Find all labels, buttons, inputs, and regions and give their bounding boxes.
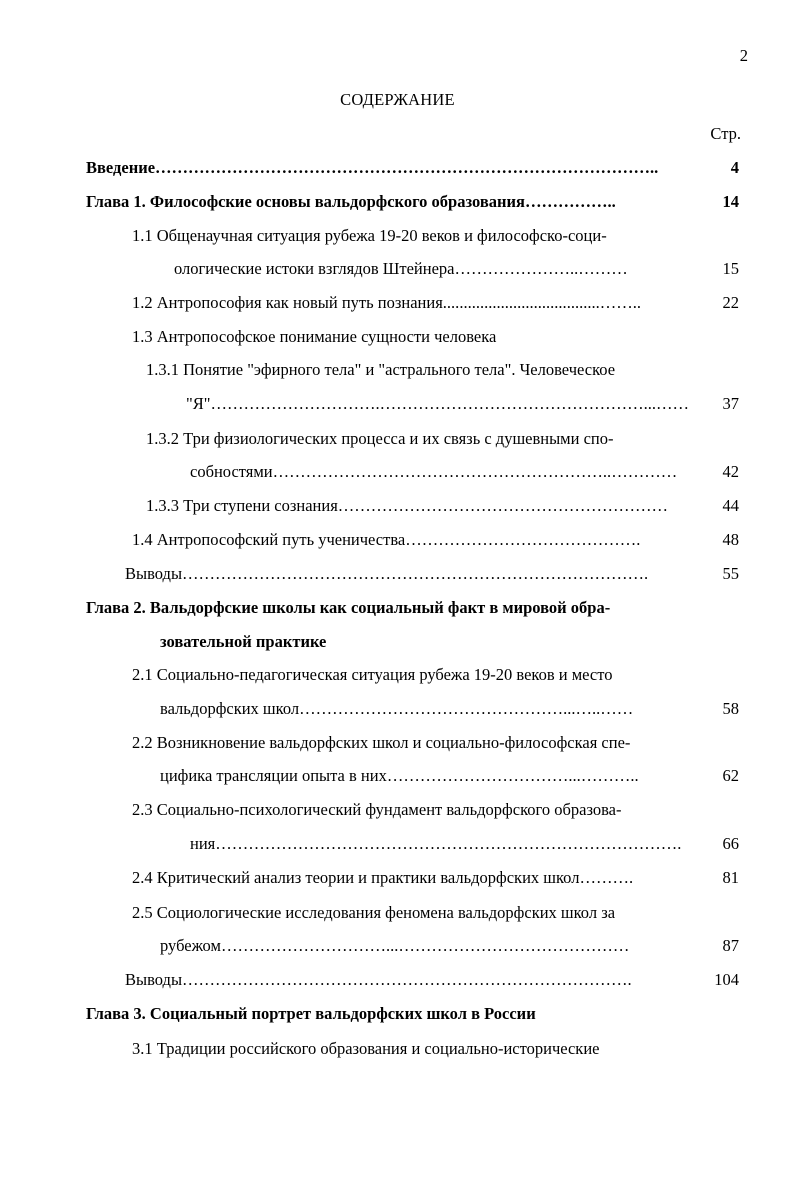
toc-entry	[132, 530, 696, 550]
toc-entry-title: 2.3 Социально-психологический фундамент вальдорфского образова-	[132, 800, 622, 819]
toc-page-number: 37	[722, 394, 739, 413]
page-column-header: Стр.	[710, 124, 741, 143]
toc-entry	[190, 834, 696, 854]
toc-entry-title: ния	[190, 834, 216, 853]
toc-entry	[86, 158, 696, 178]
toc-page-number: 55	[722, 564, 739, 583]
toc-entry-title: "Я"	[186, 394, 211, 413]
toc-entry	[160, 699, 696, 719]
toc-leader-dots: …………………………...……………………………………	[220, 936, 630, 955]
toc-entry	[132, 226, 607, 246]
toc-leader-dots: ………………………….…………………………………………...……	[210, 394, 689, 413]
toc-entry	[125, 970, 696, 990]
toc-entry-title: 1.3.3 Три ступени сознания	[146, 496, 338, 515]
toc-entry-title: зовательной практике	[160, 632, 327, 651]
toc-leader-dots: ……………………………………………………………………….	[182, 970, 632, 989]
toc-entry-title: 1.3 Антропософское понимание сущности человека	[132, 327, 497, 346]
toc-leader-dots: ……………..	[524, 192, 616, 211]
toc-entry	[86, 598, 610, 618]
toc-entry-title: Выводы	[125, 564, 183, 583]
toc-entry	[146, 360, 615, 380]
toc-entry-title: Глава 1. Философские основы вальдорфского образования	[86, 192, 525, 211]
toc-entry	[132, 665, 612, 685]
toc-page-number: 44	[722, 496, 739, 515]
toc-entry	[132, 1039, 599, 1059]
toc-entry	[132, 800, 622, 820]
toc-entry	[125, 564, 696, 584]
toc-leader-dots: ……………………………………………………..…………	[272, 462, 678, 481]
toc-leader-dots: ......................................……..	[442, 293, 641, 312]
page-number: 2	[739, 46, 748, 65]
toc-entry	[160, 766, 696, 786]
toc-leader-dots: …………………..………	[454, 259, 628, 278]
toc-page-number: 104	[714, 970, 739, 989]
toc-entry	[190, 462, 696, 482]
toc-entry	[146, 429, 613, 449]
toc-entry	[132, 327, 496, 347]
toc-leader-dots: ……………………………...………..	[386, 766, 639, 785]
toc-entry-title: 1.2 Антропософия как новый путь познания	[132, 293, 443, 312]
toc-entry	[160, 936, 696, 956]
toc-page-number: 66	[722, 834, 739, 853]
toc-leader-dots: ……………………………………………………	[337, 496, 668, 515]
toc-entry	[132, 293, 696, 313]
toc-entry	[132, 868, 696, 888]
toc-entry-title: 1.3.1 Понятие "эфирного тела" и "астрального тела". Человеческое	[146, 360, 616, 379]
toc-entry-title: рубежом	[160, 936, 221, 955]
toc-entry-title: 2.1 Социально-педагогическая ситуация рубежа 19-20 веков и место	[132, 665, 613, 684]
toc-page-number: 48	[722, 530, 739, 549]
toc-entry-title: цифика трансляции опыта в них	[160, 766, 387, 785]
toc-entry	[132, 903, 615, 923]
toc-entry-title: 3.1 Традиции российского образования и социально-исторические	[132, 1039, 600, 1058]
toc-entry-title: 1.4 Антропософский путь ученичества	[132, 530, 406, 549]
toc-entry	[86, 192, 696, 212]
toc-entry-title: ологические истоки взглядов Штейнера	[174, 259, 455, 278]
toc-page-number: 87	[722, 936, 739, 955]
toc-page-number: 81	[722, 868, 739, 887]
toc-entry-title: 1.1 Общенаучная ситуация рубежа 19-20 веков и философско-соци-	[132, 226, 607, 245]
toc-entry-title: Глава 2. Вальдорфские школы как социальный факт в мировой обра-	[86, 598, 611, 617]
toc-entry-title: вальдорфских школ	[160, 699, 300, 718]
toc-entry	[160, 632, 326, 652]
toc-leader-dots: ………………………………………………………………………….	[182, 564, 649, 583]
toc-entry-title: 1.3.2 Три физиологических процесса и их связь с душевными спо-	[146, 429, 614, 448]
toc-leader-dots: ………………………………………………………………………….	[215, 834, 682, 853]
toc-leader-dots: …………………………………….	[405, 530, 641, 549]
toc-entry	[174, 259, 696, 279]
page-title: СОДЕРЖАНИЕ	[340, 90, 455, 109]
toc-entry	[146, 496, 696, 516]
toc-page-number: 4	[730, 158, 739, 177]
toc-page-number: 15	[722, 259, 739, 278]
toc-entry	[186, 394, 696, 414]
toc-entry-title: Глава 3. Социальный портрет вальдорфских школ в России	[86, 1004, 536, 1023]
toc-leader-dots: ……….	[579, 868, 634, 887]
toc-entry-title: Введение	[86, 158, 156, 177]
toc-entry-title: 2.5 Социологические исследования феномена вальдорфских школ за	[132, 903, 616, 922]
toc-entry-title: 2.4 Критический анализ теории и практики вальдорфских школ	[132, 868, 580, 887]
toc-leader-dots: …………………………………………...…..……	[299, 699, 634, 718]
toc-page-number: 42	[722, 462, 739, 481]
toc-entry	[86, 1004, 536, 1024]
toc-entry-title: 2.2 Возникновение вальдорфских школ и социально-философская спе-	[132, 733, 631, 752]
toc-entry-title: Выводы	[125, 970, 183, 989]
toc-page-number: 22	[722, 293, 739, 312]
toc-page-number: 62	[722, 766, 739, 785]
toc-page-number: 58	[722, 699, 739, 718]
toc-leader-dots: ………………………………………………………………………………..	[155, 158, 659, 177]
toc-entry	[132, 733, 630, 753]
toc-page-number: 14	[722, 192, 739, 211]
toc-entry-title: собностями	[190, 462, 273, 481]
